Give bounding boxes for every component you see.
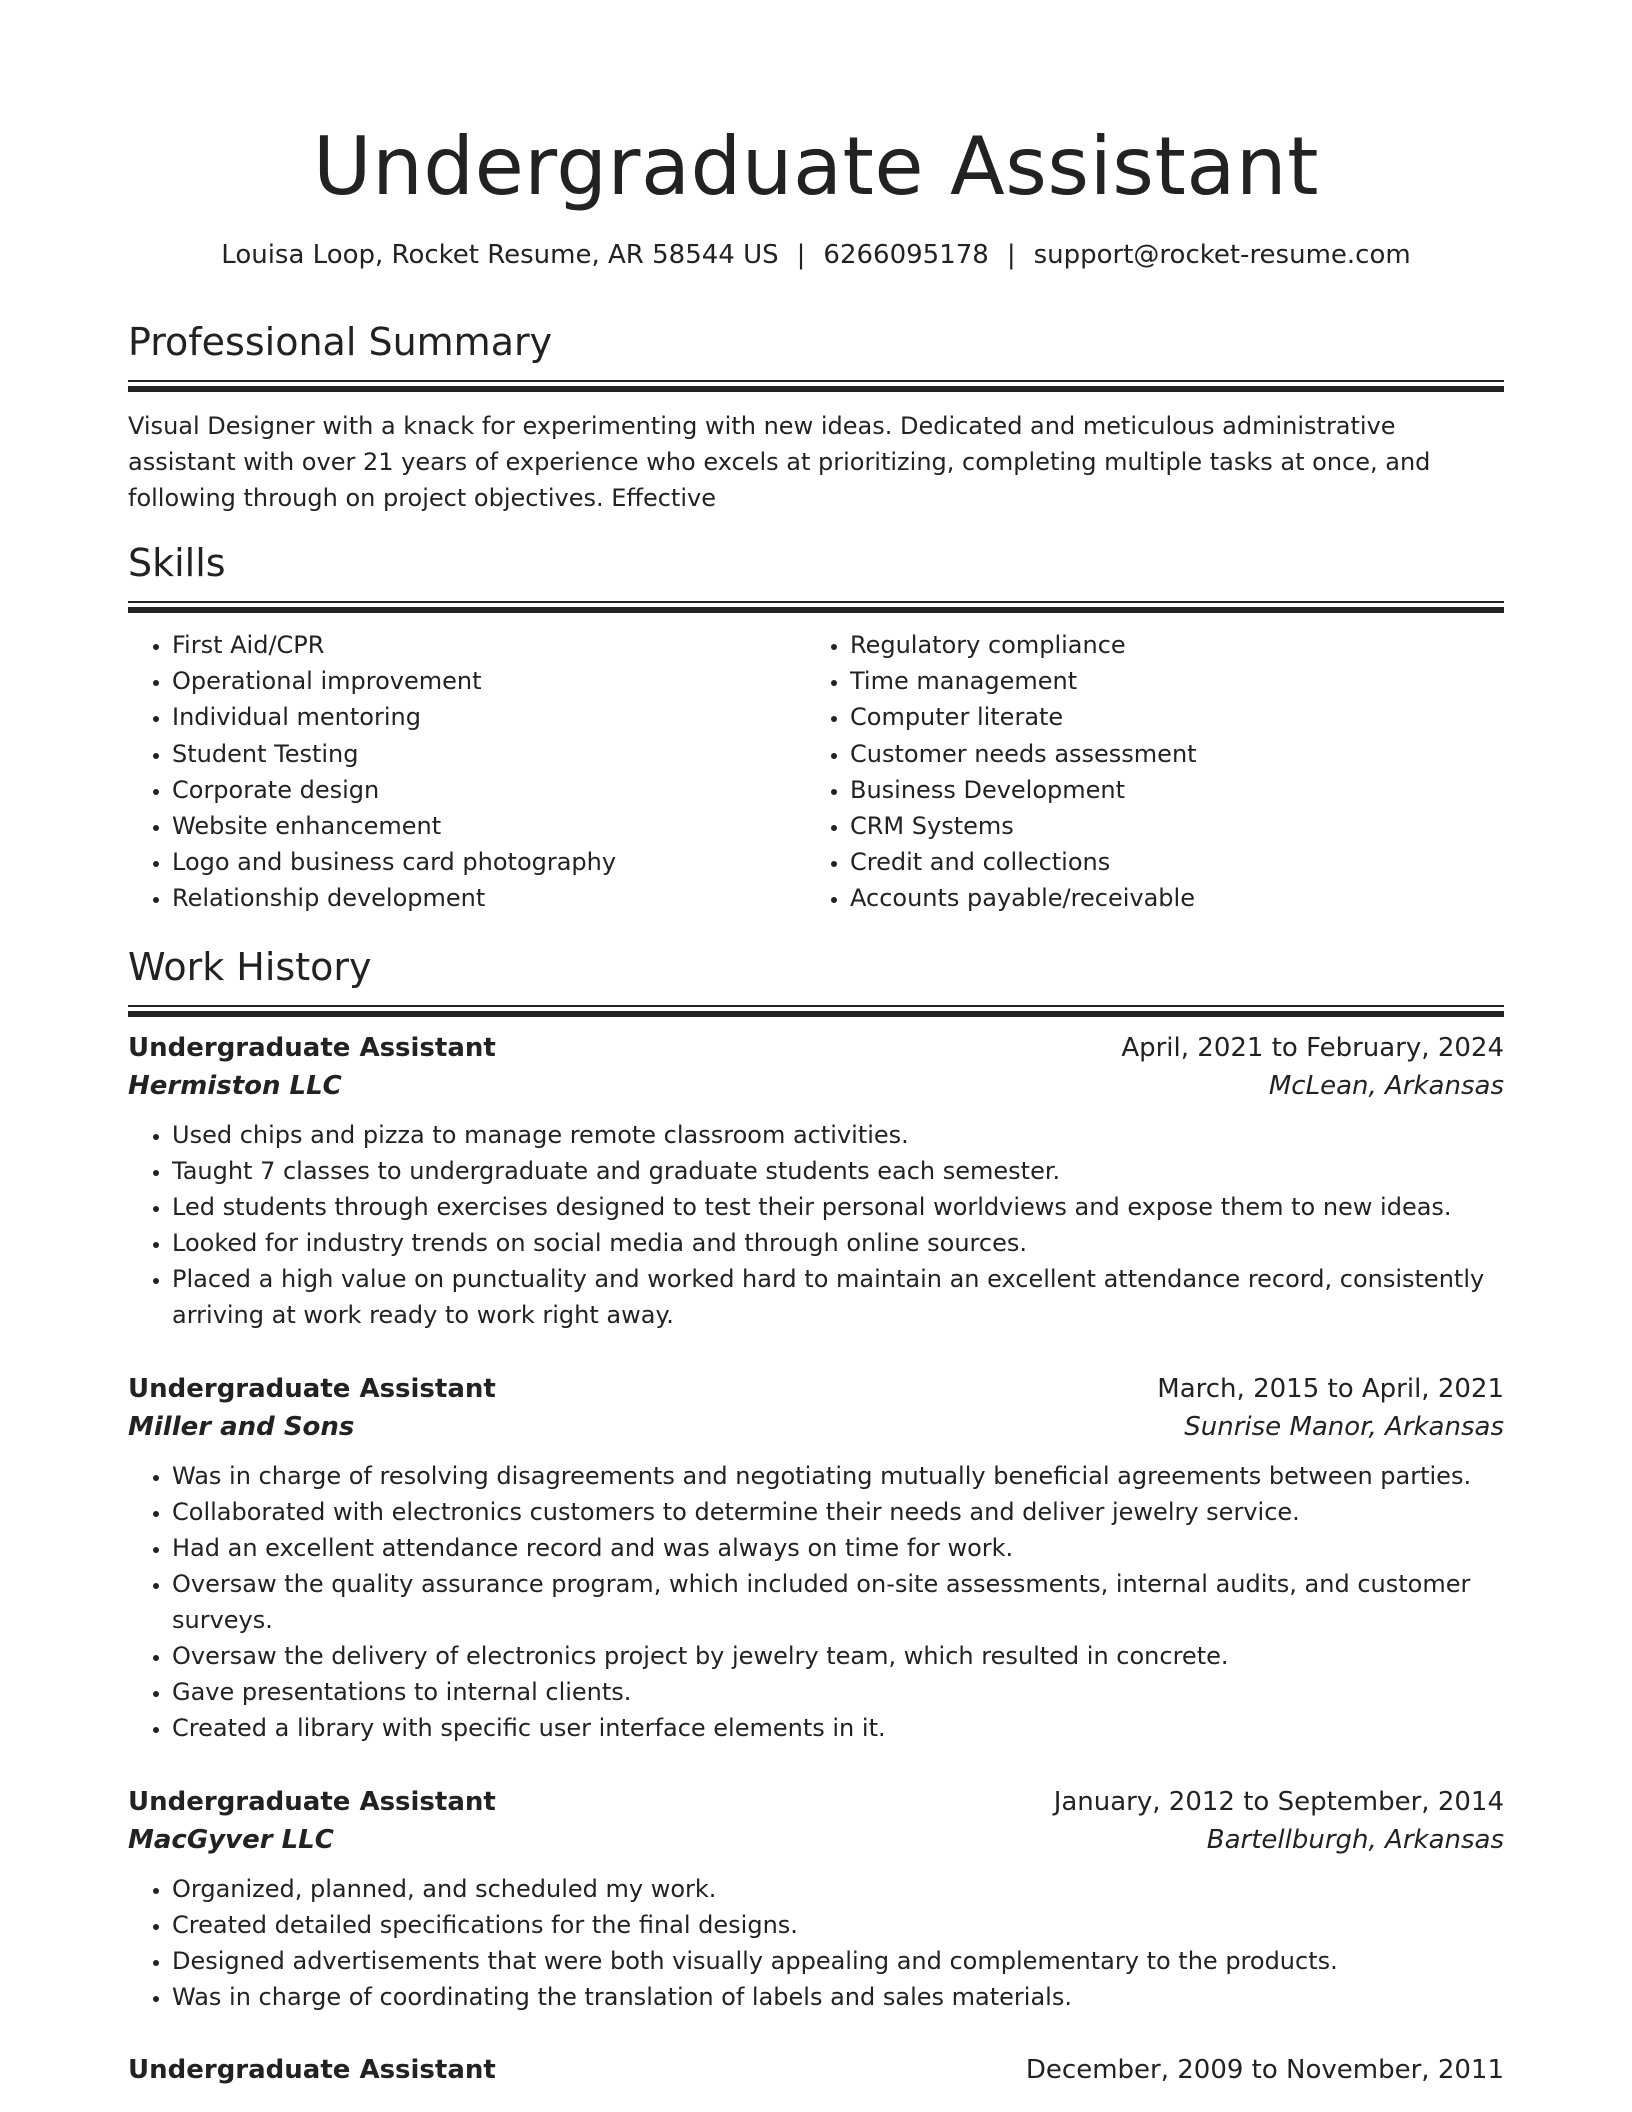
- job-dates: December, 2009 to November, 2011: [1025, 2055, 1504, 2085]
- job-bullets: [128, 1458, 1504, 1746]
- skill-item: • Computer literate: [850, 699, 1484, 735]
- list-item: • Organized, planned, and scheduled my work.: [172, 1871, 1504, 1907]
- work-history-section: [128, 943, 1504, 1017]
- job-dates: January, 2012 to September, 2014: [1053, 1787, 1504, 1817]
- contact-email: support@rocket-resume.com: [1033, 240, 1411, 270]
- job-entry: [128, 2051, 1504, 2089]
- section-heading-work-history: Work History: [128, 945, 372, 989]
- skill-item: • CRM Systems: [850, 808, 1484, 844]
- skills-list-right: [806, 627, 1484, 917]
- list-item: • Placed a high value on punctuality and worked hard to maintain an excellent attendance record, consistently arriving at work ready to work right away.: [172, 1261, 1504, 1333]
- skills-list-left: [128, 627, 806, 917]
- section-divider: [128, 601, 1504, 613]
- list-item: • Looked for industry trends on social media and through online sources.: [172, 1225, 1504, 1261]
- job-bullets: [128, 1117, 1504, 1333]
- skill-item: • Individual mentoring: [172, 699, 806, 735]
- section-divider: [128, 380, 1504, 392]
- job-title: Undergraduate Assistant: [128, 1374, 496, 1404]
- contact-line: [128, 237, 1504, 273]
- skill-item: • Logo and business card photography: [172, 844, 806, 880]
- job-location: Sunrise Manor, Arkansas: [1184, 1412, 1504, 1442]
- contact-separator: |: [1006, 240, 1016, 270]
- job-header-row: [128, 2051, 1504, 2089]
- job-company: MacGyver LLC: [128, 1825, 334, 1855]
- list-item: • Designed advertisements that were both visually appealing and complementary to the products.: [172, 1943, 1504, 1979]
- section-heading-skills: Skills: [128, 541, 226, 585]
- job-title: Undergraduate Assistant: [128, 2055, 496, 2085]
- contact-address: Louisa Loop, Rocket Resume, AR 58544 US: [221, 240, 779, 270]
- skill-item: • Website enhancement: [172, 808, 806, 844]
- section-divider: [128, 1005, 1504, 1017]
- job-location: Bartellburgh, Arkansas: [1206, 1825, 1504, 1855]
- job-header-row: [128, 1783, 1504, 1821]
- job-subheader-row: [128, 1067, 1504, 1105]
- list-item: • Led students through exercises designed to test their personal worldviews and expose them to new ideas.: [172, 1189, 1504, 1225]
- list-item: • Used chips and pizza to manage remote classroom activities.: [172, 1117, 1504, 1153]
- job-header-row: [128, 1029, 1504, 1067]
- skill-item: • Corporate design: [172, 772, 806, 808]
- job-company: Hermiston LLC: [128, 1071, 342, 1101]
- skill-item: • First Aid/CPR: [172, 627, 806, 663]
- skill-item: • Relationship development: [172, 880, 806, 916]
- skills-columns: [128, 627, 1504, 917]
- skill-item: • Business Development: [850, 772, 1484, 808]
- job-entry: [128, 1783, 1504, 2015]
- job-dates: March, 2015 to April, 2021: [1157, 1374, 1504, 1404]
- list-item: • Was in charge of resolving disagreements and negotiating mutually beneficial agreements between parties.: [172, 1458, 1504, 1494]
- list-item: • Was in charge of coordinating the translation of labels and sales materials.: [172, 1979, 1504, 2015]
- list-item: • Had an excellent attendance record and was always on time for work.: [172, 1530, 1504, 1566]
- contact-phone: 6266095178: [823, 240, 989, 270]
- list-item: • Created a library with specific user interface elements in it.: [172, 1710, 1504, 1746]
- job-bullets: [128, 1871, 1504, 2015]
- contact-separator: |: [796, 240, 806, 270]
- job-location: McLean, Arkansas: [1268, 1071, 1504, 1101]
- skills-section: [128, 539, 1504, 917]
- section-heading-summary: Professional Summary: [128, 320, 553, 364]
- job-title: Undergraduate Assistant: [128, 1033, 496, 1063]
- summary-section: [128, 318, 1504, 516]
- summary-text: Visual Designer with a knack for experimenting with new ideas. Dedicated and meticulous administrative assistant with over 21 years of experience who excels at prioritizing, completing multiple tasks at once, and following through on project objectives. Effective: [128, 412, 1431, 512]
- list-item: • Collaborated with electronics customers to determine their needs and deliver jewelry service.: [172, 1494, 1504, 1530]
- job-entry: [128, 1370, 1504, 1746]
- job-entry: [128, 1029, 1504, 1333]
- list-item: • Created detailed specifications for the final designs.: [172, 1907, 1504, 1943]
- list-item: • Oversaw the quality assurance program, which included on-site assessments, internal audits, and customer surveys.: [172, 1566, 1504, 1638]
- skill-item: • Time management: [850, 663, 1484, 699]
- list-item: • Gave presentations to internal clients.: [172, 1674, 1504, 1710]
- job-subheader-row: [128, 1821, 1504, 1859]
- list-item: • Taught 7 classes to undergraduate and graduate students each semester.: [172, 1153, 1504, 1189]
- skill-item: • Credit and collections: [850, 844, 1484, 880]
- skill-item: • Accounts payable/receivable: [850, 880, 1484, 916]
- skill-item: • Customer needs assessment: [850, 736, 1484, 772]
- job-subheader-row: [128, 1408, 1504, 1446]
- job-title: Undergraduate Assistant: [128, 1787, 496, 1817]
- job-header-row: [128, 1370, 1504, 1408]
- page-title: Undergraduate Assistant: [313, 120, 1319, 213]
- list-item: • Oversaw the delivery of electronics project by jewelry team, which resulted in concrete.: [172, 1638, 1504, 1674]
- skill-item: • Student Testing: [172, 736, 806, 772]
- job-dates: April, 2021 to February, 2024: [1121, 1033, 1504, 1063]
- skill-item: • Operational improvement: [172, 663, 806, 699]
- job-company: Miller and Sons: [128, 1412, 355, 1442]
- skill-item: • Regulatory compliance: [850, 627, 1484, 663]
